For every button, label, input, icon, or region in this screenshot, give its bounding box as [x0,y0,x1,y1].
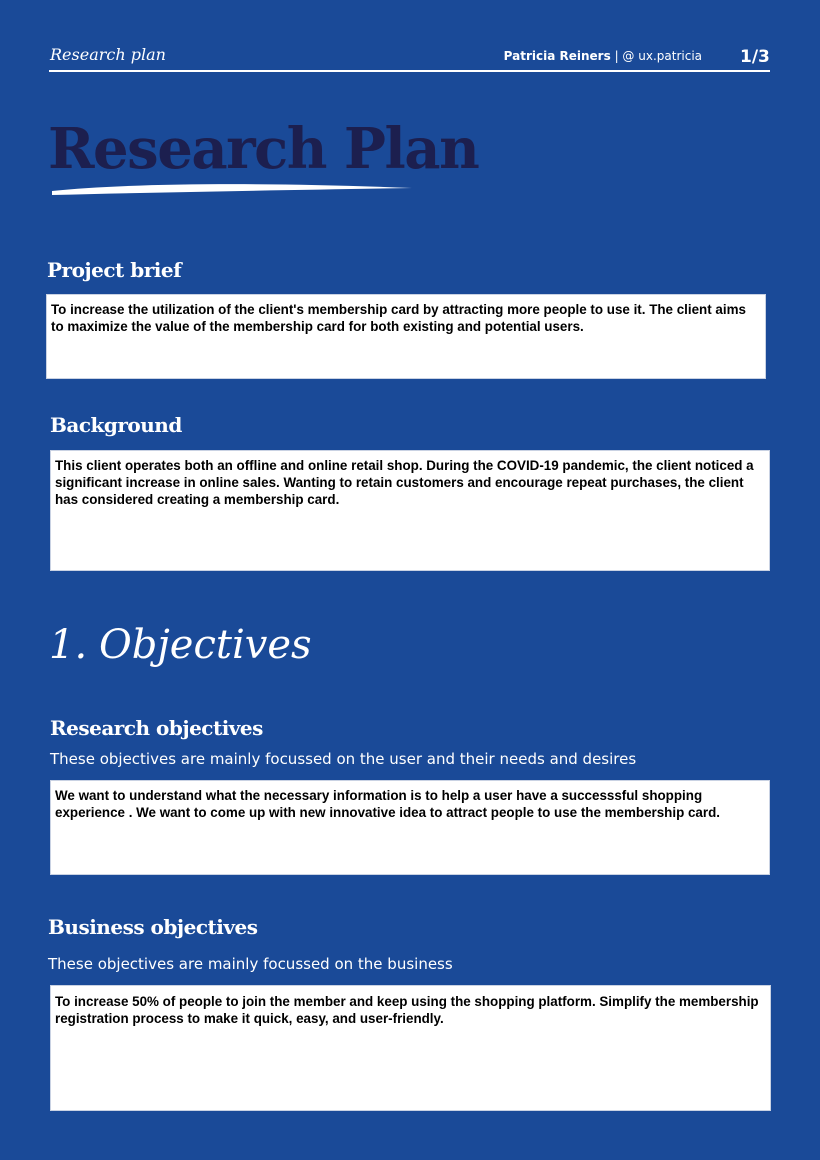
project-brief-box: To increase the utilization of the client's membership card by attracting more people to use it. The client aims to maximize the value of the membership card for both existing and potential users. [46,294,766,379]
author-name: Patricia Reiners [503,49,611,63]
header-author [504,49,702,63]
project-brief-heading: Project brief [47,258,182,282]
objectives-title: Objectives [99,622,312,668]
research-objectives-heading: Research objectives [50,716,263,740]
header-divider [49,70,770,72]
background-box: This client operates both an offline and online retail shop. During the COVID-19 pandemic, the client noticed a significant increase in online sales. Wanting to retain customers and encourage repeat purchases, the client has considered creating a membership card. [50,450,770,571]
objectives-number: 1. [49,622,88,668]
background-heading: Background [50,413,182,437]
business-objectives-box: To increase 50% of people to join the member and keep using the shopping platform. Simplify the membership registration process to make it quick, easy, and user-friendly. [50,985,771,1111]
title-brush-underline [48,178,418,200]
research-objectives-subtitle: These objectives are mainly focussed on the user and their needs and desires [50,750,637,768]
page-title: Research Plan [48,116,479,182]
objectives-heading [49,622,312,668]
research-objectives-box: We want to understand what the necessary information is to help a user have a successsful shopping experience . We want to come up with new innovative idea to attract people to use the membership card. [50,780,770,875]
header-doc-label: Research plan [50,45,166,64]
author-handle: | @ ux.patricia [614,49,702,63]
page-number: 1/3 [740,47,770,67]
business-objectives-subtitle: These objectives are mainly focussed on the business [48,955,453,973]
business-objectives-heading: Business objectives [48,915,258,939]
